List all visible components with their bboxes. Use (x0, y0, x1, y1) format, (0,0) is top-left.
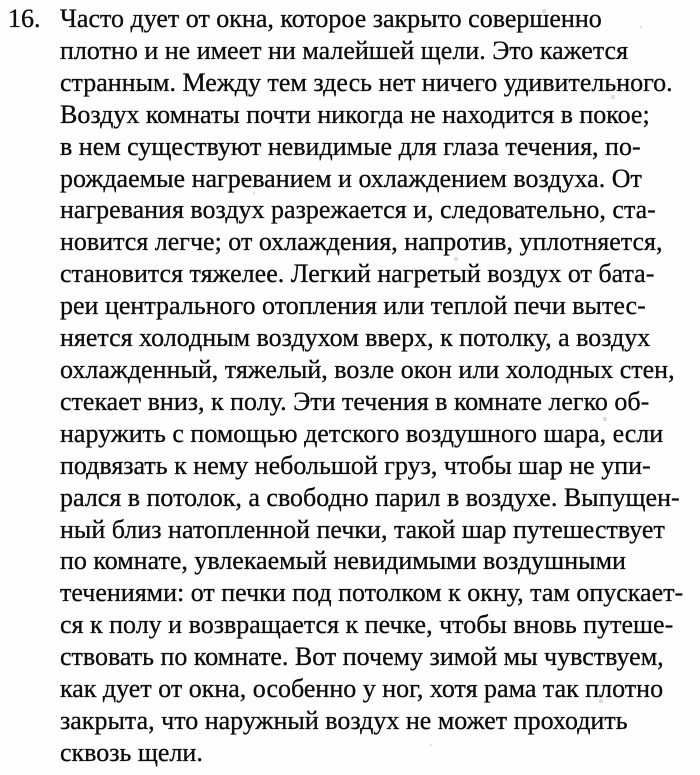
text-line: реи центрального отопления или теплой печи вытес- (60, 291, 646, 321)
text-line: становится тяжелее. Легкий нагретый воздух от бата- (60, 259, 655, 289)
text-line: рождаемые нагреванием и охлаждением воздуха. От (60, 163, 642, 193)
text-line: подвязать к нему небольшой груз, чтобы шар не упи- (60, 450, 651, 480)
text-line: няется холодным воздухом вверх, к потолку, а воздух (60, 323, 651, 353)
text-line: закрыта, что наружный воздух не может проходить (60, 705, 628, 735)
text-line: плотно и не имеет ни малейшей щели. Это кажется (60, 35, 629, 65)
text-line: стекает вниз, к полу. Эти течения в комнате легко об- (60, 386, 650, 416)
paragraph-number: 16. (8, 4, 41, 33)
text-line: новится легче; от охлаждения, напротив, уплотняется, (60, 227, 663, 257)
text-line: наружить с помощью детского воздушного шара, если (60, 418, 664, 448)
text-line: ный близ натопленной печки, такой шар путешествует (60, 514, 665, 544)
text-line: нагревания воздух разрежается и, следовательно, ста- (60, 195, 656, 225)
text-line: в нем существуют невидимые для глаза течения, по- (60, 131, 641, 161)
text-line: рался в потолок, а свободно парил в воздухе. Выпущен- (60, 482, 680, 512)
text-line: странным. Между тем здесь нет ничего удивительного. (60, 67, 673, 97)
text-line: Воздух комнаты почти никогда не находится в покое; (60, 99, 650, 129)
text-line: течениями: от печки под потолком к окну, там опускает- (60, 578, 684, 608)
text-line: Часто дует от окна, которое закрыто совершенно (60, 4, 602, 33)
text-line: как дует от окна, особенно у ног, хотя рама так плотно (60, 674, 664, 704)
text-line: ствовать по комнате. Вот почему зимой мы чувствуем, (60, 642, 664, 672)
text-line: охлажденный, тяжелый, возле окон или холодных стен, (60, 354, 675, 384)
scan-noise-speckles (0, 0, 2, 2)
text-line: сквозь щели. (60, 737, 203, 767)
text-line: по комнате, увлекаемый невидимыми воздушными (60, 546, 626, 576)
paragraph-text-block (60, 3, 696, 769)
text-line: ся к полу и возвращается к печке, чтобы вновь путеше- (60, 610, 674, 640)
